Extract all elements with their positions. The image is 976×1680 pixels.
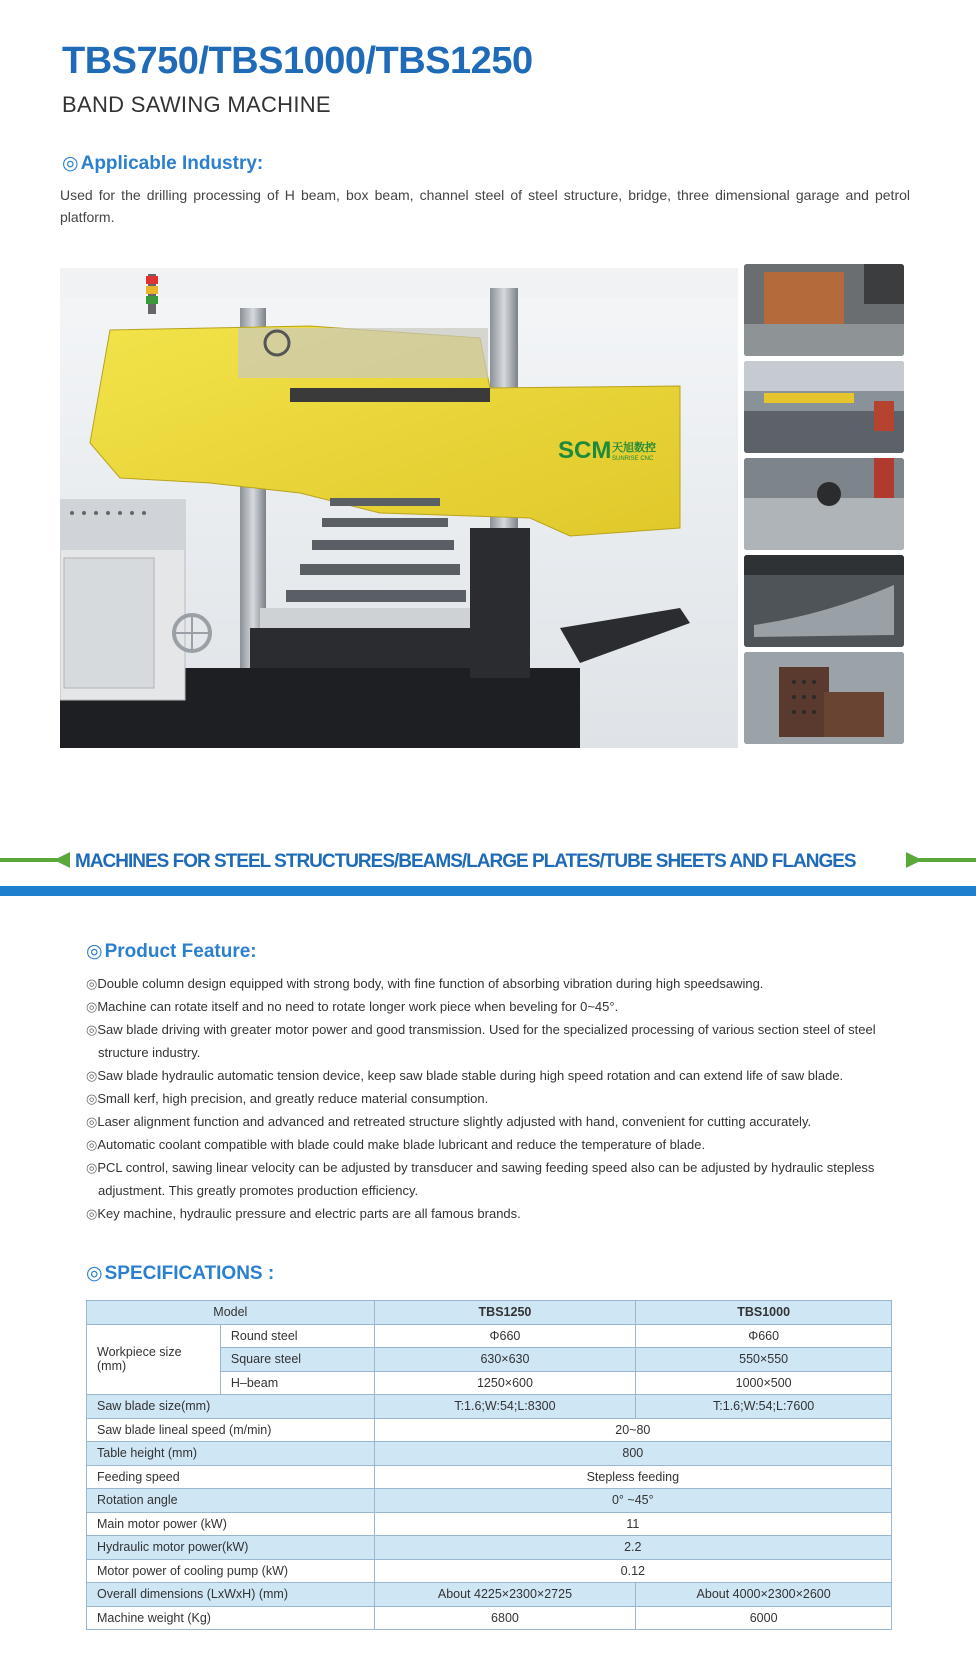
table-row	[87, 1559, 892, 1583]
table-height: 800	[374, 1442, 891, 1466]
weight-b: 6000	[636, 1606, 892, 1630]
features-heading	[86, 940, 257, 963]
section-mark-icon: ◎	[86, 1263, 103, 1284]
feature-item: ◎Saw blade hydraulic automatic tension device, keep saw blade stable during high speed rotation and can extend life of saw blade.	[86, 1068, 844, 1083]
hbeam-b: 1000×500	[636, 1371, 892, 1395]
feature-item: ◎Laser alignment function and advanced and retreated structure slightly adjusted with hand, convenient for cutting accurately.	[86, 1114, 812, 1129]
rotation: 0° ~45°	[374, 1489, 891, 1513]
page-title: TBS750/TBS1000/TBS1250	[62, 40, 533, 82]
table-row	[87, 1324, 892, 1348]
rotation-label: Rotation angle	[87, 1489, 375, 1513]
dims-b: About 4000×2300×2600	[636, 1583, 892, 1607]
table-row	[87, 1395, 892, 1419]
blade-size-a: T:1.6;W:54;L:8300	[374, 1395, 636, 1419]
blade-speed-label: Saw blade lineal speed (m/min)	[87, 1418, 375, 1442]
band-saw-illustration	[60, 268, 738, 748]
blade-speed: 20~80	[374, 1418, 891, 1442]
thumbnail-gallery	[744, 264, 904, 749]
hbeam-a: 1250×600	[374, 1371, 636, 1395]
dims-a: About 4225×2300×2725	[374, 1583, 636, 1607]
feature-item: ◎Key machine, hydraulic pressure and electric parts are all famous brands.	[86, 1206, 521, 1221]
model-a: TBS1250	[374, 1301, 636, 1325]
square-b: 550×550	[636, 1348, 892, 1372]
logo-cn: 天旭数控	[612, 441, 656, 454]
feature-item: ◎Saw blade driving with greater motor power and good transmission. Used for the specialized processing of various section steel of steel structure industry.	[86, 1022, 876, 1060]
square-label: Square steel	[220, 1348, 374, 1372]
thumbnail-photo-3	[744, 458, 904, 550]
machine-photo	[60, 268, 738, 748]
section-mark-icon: ◎	[62, 153, 79, 174]
section-mark-icon: ◎	[86, 941, 103, 962]
table-row	[87, 1465, 892, 1489]
table-row	[87, 1606, 892, 1630]
main-motor-label: Main motor power (kW)	[87, 1512, 375, 1536]
feature-item: ◎Machine can rotate itself and no need to rotate longer work piece when beveling for 0~45°.	[86, 999, 619, 1014]
feature-item: ◎Automatic coolant compatible with blade could make blade lubricant and reduce the temperature of blade.	[86, 1137, 706, 1152]
thumbnail-photo-4	[744, 555, 904, 647]
feeding-label: Feeding speed	[87, 1465, 375, 1489]
round-label: Round steel	[220, 1324, 374, 1348]
features-heading-text: Product Feature:	[104, 941, 257, 962]
table-row	[87, 1442, 892, 1466]
applicable-heading-text: Applicable Industry:	[80, 153, 264, 174]
hbeam-label: H–beam	[220, 1371, 374, 1395]
page-subtitle: BAND SAWING MACHINE	[62, 92, 331, 117]
logo-scm: SCM	[558, 437, 612, 464]
table-row	[87, 1418, 892, 1442]
table-row	[87, 1583, 892, 1607]
main-motor: 11	[374, 1512, 891, 1536]
table-row	[87, 1536, 892, 1560]
weight-a: 6800	[374, 1606, 636, 1630]
round-b: Φ660	[636, 1324, 892, 1348]
thumbnail-photo-5	[744, 652, 904, 744]
blade-size-label: Saw blade size(mm)	[87, 1395, 375, 1419]
feature-item: ◎Double column design equipped with strong body, with fine function of absorbing vibration during high speedsawing.	[86, 976, 764, 991]
applicable-heading	[62, 152, 263, 175]
table-row	[87, 1512, 892, 1536]
model-label: Model	[87, 1301, 375, 1325]
blade-size-b: T:1.6;W:54;L:7600	[636, 1395, 892, 1419]
thumbnail-photo-2	[744, 361, 904, 453]
thumbnail-photo-1	[744, 264, 904, 356]
feature-list	[86, 972, 906, 1225]
cool-label: Motor power of cooling pump (kW)	[87, 1559, 375, 1583]
model-b: TBS1000	[636, 1301, 892, 1325]
weight-label: Machine weight (Kg)	[87, 1606, 375, 1630]
feeding: Stepless feeding	[374, 1465, 891, 1489]
table-row	[87, 1489, 892, 1513]
dims-label: Overall dimensions (LxWxH) (mm)	[87, 1583, 375, 1607]
hyd-motor: 2.2	[374, 1536, 891, 1560]
logo-sub: SUNRISE CNC	[612, 456, 654, 462]
table-row	[87, 1301, 892, 1325]
square-a: 630×630	[374, 1348, 636, 1372]
specs-heading	[86, 1262, 274, 1285]
spec-table	[86, 1300, 892, 1630]
table-height-label: Table height (mm)	[87, 1442, 375, 1466]
applicable-text: Used for the drilling processing of H beam, box beam, channel steel of steel structure, bridge, three dimensional garage and petrol platform.	[60, 187, 910, 225]
hyd-motor-label: Hydraulic motor power(kW)	[87, 1536, 375, 1560]
banner-text: MACHINES FOR STEEL STRUCTURES/BEAMS/LARGE PLATES/TUBE SHEETS AND FLANGES	[75, 851, 856, 872]
specs-heading-text: SPECIFICATIONS :	[104, 1263, 275, 1284]
workpiece-label: Workpiece size (mm)	[87, 1324, 221, 1395]
round-a: Φ660	[374, 1324, 636, 1348]
feature-item: ◎PCL control, sawing linear velocity can be adjusted by transducer and sawing feeding speed also can be adjusted by hydraulic stepless adjustment. This greatly promotes production efficiency.	[86, 1160, 875, 1198]
feature-item: ◎Small kerf, high precision, and greatly reduce material consumption.	[86, 1091, 489, 1106]
cool: 0.12	[374, 1559, 891, 1583]
